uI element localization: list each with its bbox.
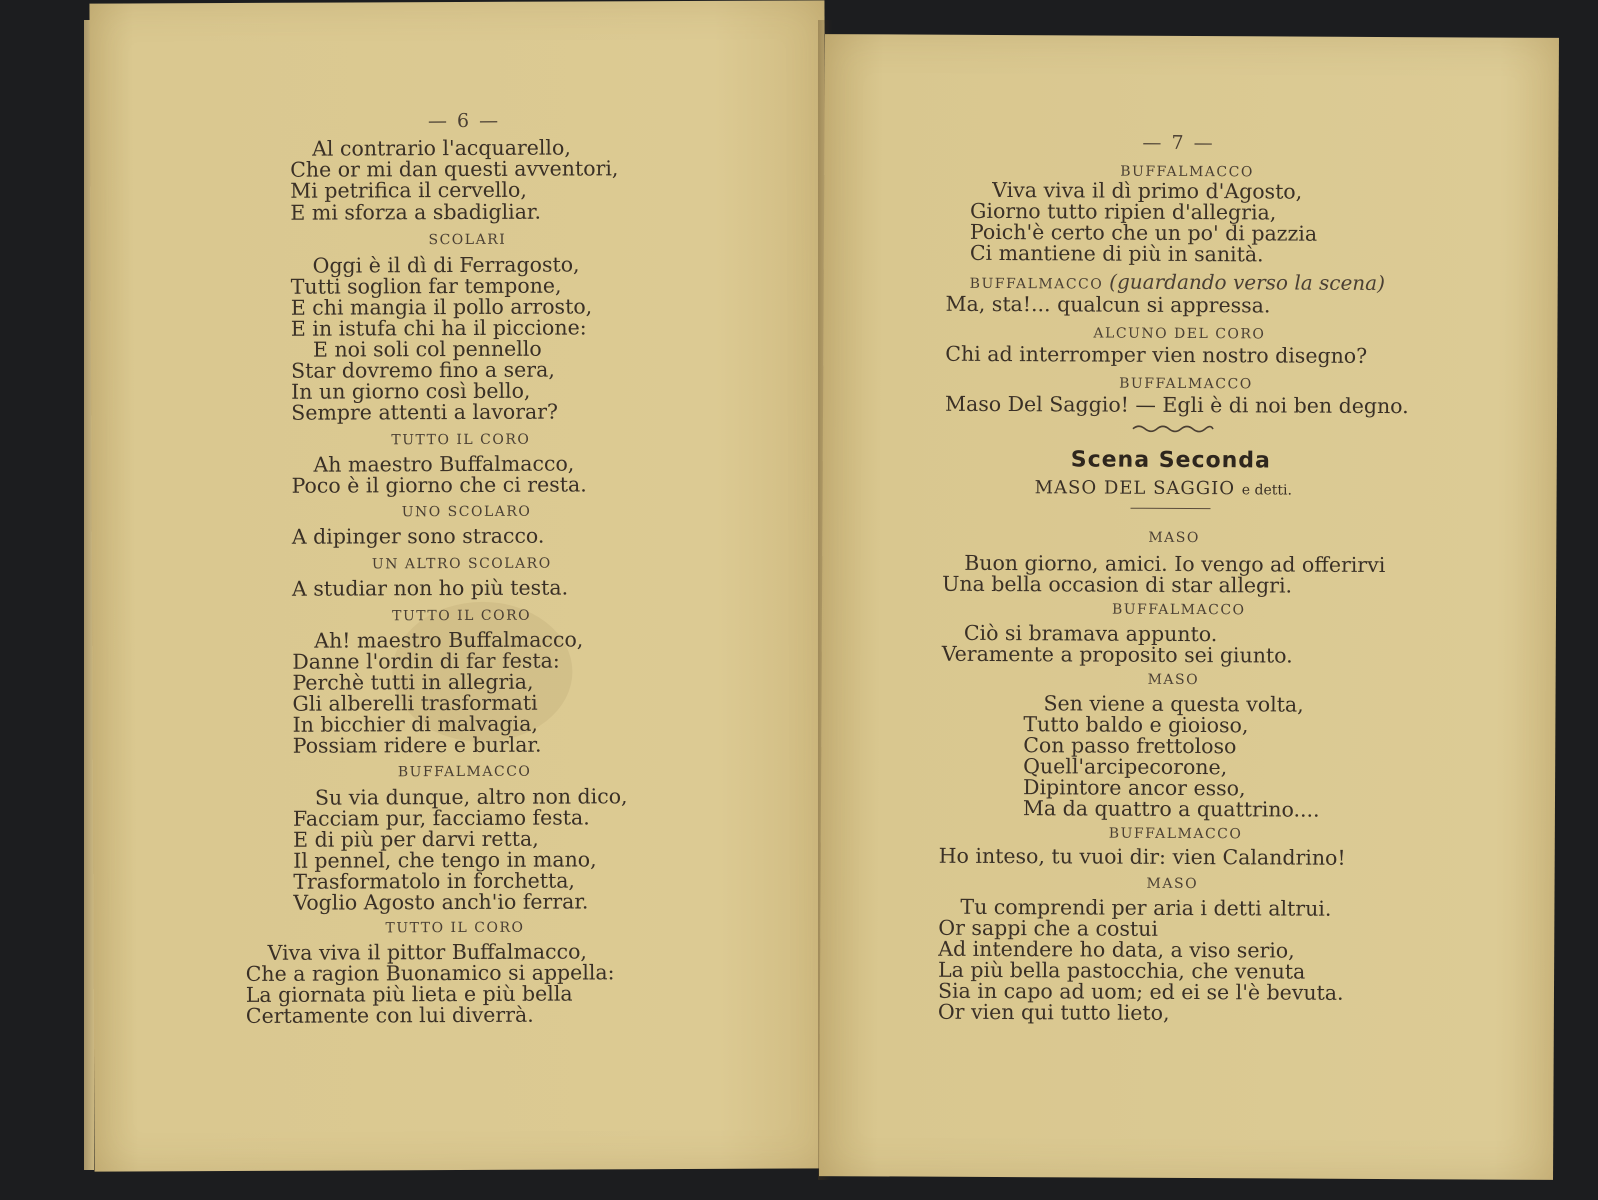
verse-line: Star dovremo fino a sera, xyxy=(291,357,555,383)
speaker-label: TUTTO IL CORO xyxy=(392,607,532,625)
speaker-label: MASO xyxy=(1147,671,1200,689)
verse-line: In bicchier di malvagia, xyxy=(292,711,538,737)
verse-line: Ad intendere ho data, a viso serio, xyxy=(938,936,1295,963)
verse-line: Giorno tutto ripien d'allegria, xyxy=(970,198,1277,225)
verse-line: Oggi è il dì di Ferragosto, xyxy=(312,252,580,278)
verse-line: Gli alberelli trasformati xyxy=(292,690,538,716)
verse-line: E mi sforza a sbadigliar. xyxy=(290,199,542,225)
verse-line: Trasformatolo in forchetta, xyxy=(293,868,575,894)
verse-line: Or vien qui tutto lieto, xyxy=(937,999,1170,1025)
speaker-label: BUFFALMACCO xyxy=(397,763,532,781)
verse-line: Danne l'ordin di far festa: xyxy=(292,648,560,674)
speaker-name: BUFFALMACCO xyxy=(969,275,1104,293)
verse-line: Una bella occasion di star allegri. xyxy=(942,571,1293,598)
verse-line: Con passo frettoloso xyxy=(1023,733,1237,759)
scene-characters xyxy=(1035,477,1292,499)
verse-line: Perchè tutti in allegria, xyxy=(292,669,534,695)
verse-line: Ah! maestro Buffalmacco, xyxy=(314,627,584,653)
verse-line: Che a ragion Buonamico si appella: xyxy=(245,960,615,986)
right-page xyxy=(819,34,1559,1180)
speaker-label: BUFFALMACCO xyxy=(1111,601,1246,619)
verse-line: Quell'arcipecorone, xyxy=(1023,754,1228,780)
verse-line: Certamente con lui diverrà. xyxy=(245,1002,534,1028)
verse-line: Viva viva il dì primo d'Agosto, xyxy=(992,177,1303,204)
verse-line: Ciò si bramava appunto. xyxy=(963,620,1218,647)
verse-line: Su via dunque, altro non dico, xyxy=(314,784,628,810)
speaker-label: BUFFALMACCO xyxy=(1120,163,1254,181)
verse-line: Ma da quattro a quattrino.... xyxy=(1022,796,1320,822)
verse-line: A dipinger sono stracco. xyxy=(291,523,545,549)
speaker-label: BUFFALMACCO xyxy=(1108,825,1243,843)
scene-title: Scena Seconda xyxy=(1070,447,1271,474)
verse-line: Sia in capo ad uom; ed ei se l'è bevuta. xyxy=(937,978,1344,1005)
verse-line: Tu comprendi per aria i detti altrui. xyxy=(960,894,1332,921)
verse-line: Maso Del Saggio! — Egli è di noi ben degno. xyxy=(944,391,1409,419)
verse-line: Voglio Agosto anch'io ferrar. xyxy=(293,889,589,915)
verse-line: Mi petrifica il cervello, xyxy=(290,177,527,203)
speaker-label: ALCUNO DEL CORO xyxy=(1093,325,1266,343)
verse-line: Al contrario l'acquarello, xyxy=(312,135,571,161)
verse-line: Facciam pur, facciamo festa. xyxy=(292,805,590,831)
verse-line: Chi ad interromper vien nostro disegno? xyxy=(945,341,1368,368)
verse-line: E di più per darvi retta, xyxy=(293,826,539,852)
verse-line: Tutto baldo e gioioso, xyxy=(1023,712,1249,738)
verse-line: La più bella pastocchia, che venuta xyxy=(938,957,1306,984)
verse-line: La giornata più lieta e più bella xyxy=(245,981,573,1007)
verse-line: Che or mi dan questi avventori, xyxy=(290,156,619,182)
verse-line: Il pennel, che tengo in mano, xyxy=(293,847,597,873)
verse-line: Veramente a proposito sei giunto. xyxy=(941,641,1293,668)
scene-characters-suffix: e detti. xyxy=(1241,482,1293,499)
left-page xyxy=(89,0,829,1171)
page-number-left: — 6 — xyxy=(427,109,501,133)
verse-line: Ci mantiene di più in sanità. xyxy=(969,240,1264,267)
speaker-label: MASO xyxy=(1148,529,1200,547)
verse-line: A studiar non ho più testa. xyxy=(291,575,569,601)
scene-rule xyxy=(1131,508,1211,509)
verse-line: E chi mangia il pollo arrosto, xyxy=(290,294,593,320)
verse-line: Viva viva il pittor Buffalmacco, xyxy=(267,939,587,965)
page-number-right: — 7 — xyxy=(1142,131,1215,155)
speaker-label: TUTTO IL CORO xyxy=(391,431,531,449)
verse-line: In un giorno così bello, xyxy=(291,378,531,404)
wavy-divider-ornament xyxy=(1131,424,1215,434)
speaker-label: UN ALTRO SCOLARO xyxy=(371,555,552,573)
verse-line: Ma, sta!... qualcun si appressa. xyxy=(945,291,1271,318)
verse-line: Or sappi che a costui xyxy=(938,915,1158,941)
scene-characters-names: MASO DEL SAGGIO xyxy=(1034,477,1236,500)
speaker-label: UNO SCOLARO xyxy=(401,503,532,521)
speaker-label: SCOLARI xyxy=(428,231,507,249)
verse-line: Poco è il giorno che ci resta. xyxy=(291,472,587,498)
verse-line: Ah maestro Buffalmacco, xyxy=(313,451,575,477)
speaker-label: MASO xyxy=(1146,875,1199,893)
speaker-label-with-direction xyxy=(970,269,1385,295)
verse-line: Sen viene a questa volta, xyxy=(1043,691,1304,717)
verse-line: Tutti soglion far tempone, xyxy=(290,273,562,299)
verse-line: Poich'è certo che un po' di pazzia xyxy=(969,219,1318,246)
verse-line: Possiam ridere e burlar. xyxy=(292,732,542,758)
speaker-label: TUTTO IL CORO xyxy=(385,919,525,937)
verse-line: Ho inteso, tu vuoi dir: vien Calandrino! xyxy=(938,843,1346,870)
speaker-label: BUFFALMACCO xyxy=(1119,375,1253,393)
verse-line: E noi soli col pennello xyxy=(312,336,542,362)
stage-direction: (guardando verso la scena) xyxy=(1109,269,1386,296)
verse-line: Buon giorno, amici. Io vengo ad offerirvi xyxy=(964,550,1386,578)
verse-line: Dipintore ancor esso, xyxy=(1022,775,1246,801)
verse-line: E in istufa chi ha il piccione: xyxy=(290,315,587,341)
verse-line: Sempre attenti a lavorar? xyxy=(291,399,559,425)
